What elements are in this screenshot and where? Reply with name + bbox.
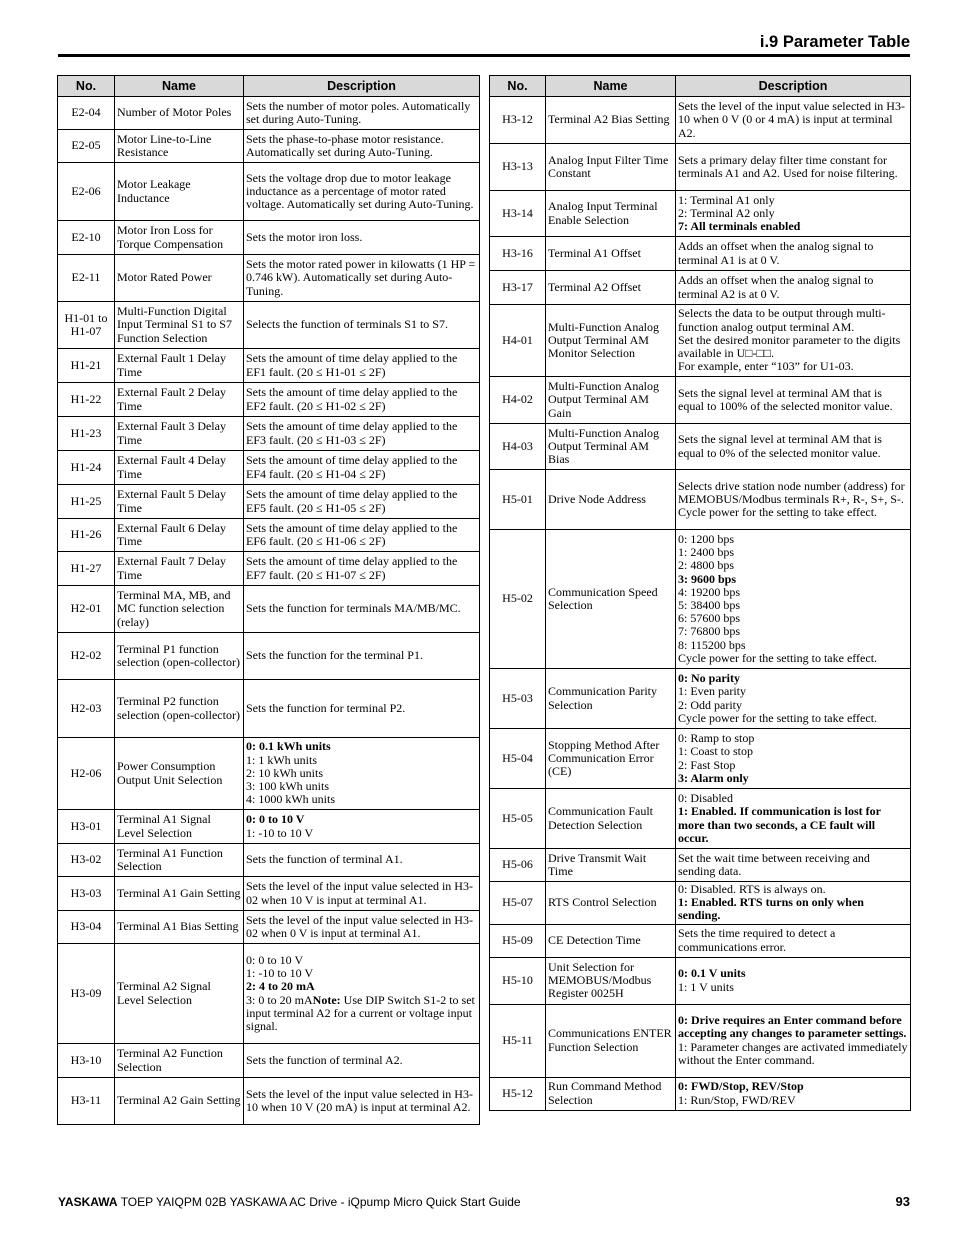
description-line: 1: Coast to stop: [678, 744, 754, 759]
parameter-name: External Fault 5 Delay Time: [115, 485, 244, 519]
description-line: 0: Ramp to stop: [678, 731, 755, 746]
parameter-number: E2-06: [58, 163, 115, 221]
table-row: [490, 237, 911, 271]
description-line: Sets the level of the input value selected in H3-10 when 0 V (0 or 4 mA) is input at terminal A2.: [678, 99, 905, 140]
table-row: [490, 669, 911, 729]
parameter-name: Multi-Function Digital Input Terminal S1 to S7 Function Selection: [115, 302, 244, 349]
parameter-number: H2-06: [58, 738, 115, 810]
description-line: Sets the amount of time delay applied to the EF7 fault. (20 ≤ H1-07 ≤ 2F): [246, 554, 458, 582]
table-row: [58, 383, 480, 417]
description-line: Sets the function for the terminal P1.: [246, 648, 423, 663]
parameter-description: [244, 383, 480, 417]
parameter-description: [676, 789, 911, 849]
parameter-number: H5-03: [490, 669, 546, 729]
table-row: [58, 1078, 480, 1125]
description-line: Selects drive station node number (address) for MEMOBUS/Modbus terminals R+, R-, S+, S-. Cycle power for the setting to take effect.: [678, 478, 905, 520]
footer-document-title: TOEP YAIQPM 02B YASKAWA AC Drive - iQpump Micro Quick Start Guide: [117, 1195, 521, 1209]
table-row: [490, 1004, 911, 1077]
table-row: [58, 810, 480, 844]
description-line: Adds an offset when the analog signal to terminal A1 is at 0 V.: [678, 239, 874, 267]
description-line: 7: All terminals enabled: [678, 219, 801, 234]
parameter-name: Communication Speed Selection: [546, 530, 676, 669]
column-header-name: Name: [546, 76, 676, 97]
parameter-number: H3-09: [58, 944, 115, 1044]
parameter-number: H5-02: [490, 530, 546, 669]
description-line: Sets the time required to detect a communications error.: [678, 926, 836, 954]
parameter-number: H1-01 to H1-07: [58, 302, 115, 349]
table-row: [490, 377, 911, 424]
description-line: Sets the phase-to-phase motor resistance. Automatically set during Auto-Tuning.: [246, 131, 444, 159]
table-row: [58, 163, 480, 221]
parameter-name: Terminal A1 Offset: [546, 237, 676, 271]
parameter-description: [676, 237, 911, 271]
table-row: [490, 530, 911, 669]
table-row: [490, 789, 911, 849]
table-row: [58, 451, 480, 485]
parameter-number: H5-12: [490, 1077, 546, 1110]
parameter-name: External Fault 3 Delay Time: [115, 417, 244, 451]
parameter-description: [676, 305, 911, 377]
parameter-number: H2-03: [58, 680, 115, 738]
description-line: 0: Disabled: [678, 791, 733, 806]
table-row: [58, 633, 480, 680]
parameter-number: H1-23: [58, 417, 115, 451]
description-line: For example, enter “103” for U1-03.: [678, 359, 854, 374]
table-row: [490, 729, 911, 789]
parameter-name: Analog Input Filter Time Constant: [546, 144, 676, 191]
description-line: 2: Odd parity: [678, 697, 742, 712]
description-line: 3: 0 to 20 mA: [246, 992, 313, 1007]
table-row: [490, 849, 911, 882]
parameter-number: H2-02: [58, 633, 115, 680]
parameter-name: Stopping Method After Communication Error (CE): [546, 729, 676, 789]
table-row: [58, 519, 480, 552]
description-line: Sets the amount of time delay applied to the EF1 fault. (20 ≤ H1-01 ≤ 2F): [246, 351, 458, 379]
parameter-number: H1-22: [58, 383, 115, 417]
description-line: Sets the function of terminal A1.: [246, 852, 403, 867]
description-line: 0: FWD/Stop, REV/Stop: [678, 1079, 804, 1094]
description-line: 1: Enabled. If communication is lost for more than two seconds, a CE fault will occur.: [678, 804, 881, 845]
parameter-description: [244, 877, 480, 911]
description-line: Sets the voltage drop due to motor leakage inductance as a percentage of motor rated voltage. Automatically set during Auto-Tuning.: [246, 170, 474, 212]
header-rule: [58, 54, 910, 57]
description-line: Cycle power for the setting to take effect.: [678, 650, 878, 665]
description-line: Set the wait time between receiving and sending data.: [678, 850, 870, 878]
parameter-description: [244, 130, 480, 163]
parameter-description: [676, 191, 911, 237]
column-header-no: No.: [58, 76, 115, 97]
description-line: 0: No parity: [678, 671, 740, 686]
parameter-description: [676, 271, 911, 305]
parameter-number: H5-11: [490, 1004, 546, 1077]
parameter-description: [676, 1077, 911, 1110]
table-row: [490, 271, 911, 305]
parameter-description: [244, 485, 480, 519]
description-line: 1: -10 to 10 V: [246, 825, 314, 840]
parameter-description: [676, 377, 911, 424]
parameter-description: [676, 97, 911, 144]
parameter-name: Motor Rated Power: [115, 255, 244, 302]
description-line: Sets the motor rated power in kilowatts (1 HP = 0.746 kW). Automatically set during Auto-Tuning.: [246, 257, 476, 298]
description-line: 0: 0.1 V units: [678, 966, 746, 981]
description-line: 2: 10 kWh units: [246, 765, 323, 780]
parameter-name: Multi-Function Analog Output Terminal AM Bias: [546, 424, 676, 470]
parameter-number: H1-26: [58, 519, 115, 552]
table-row: [58, 586, 480, 633]
description-line: 3: 100 kWh units: [246, 779, 329, 794]
parameter-name: Communication Fault Detection Selection: [546, 789, 676, 849]
parameter-rows-left: [58, 97, 480, 1125]
table-row: [490, 305, 911, 377]
parameter-description: [244, 844, 480, 877]
parameter-name: Terminal A2 Bias Setting: [546, 97, 676, 144]
parameter-name: Motor Iron Loss for Torque Compensation: [115, 221, 244, 255]
parameter-name: Communication Parity Selection: [546, 669, 676, 729]
description-line: Sets the number of motor poles. Automatically set during Auto-Tuning.: [246, 98, 471, 126]
description-line: Sets the signal level at terminal AM that is equal to 100% of the selected monitor value.: [678, 385, 893, 413]
table-row: [490, 882, 911, 925]
column-header-name: Name: [115, 76, 244, 97]
parameter-description: [676, 882, 911, 925]
parameter-description: [676, 924, 911, 957]
parameter-description: [244, 255, 480, 302]
parameter-name: Drive Node Address: [546, 470, 676, 530]
parameter-number: E2-04: [58, 97, 115, 130]
description-line: Selects the data to be output through multi-function analog output terminal AM.: [678, 306, 886, 334]
parameter-number: H4-03: [490, 424, 546, 470]
parameter-name: Terminal A1 Gain Setting: [115, 877, 244, 911]
parameter-description: [676, 729, 911, 789]
description-line: 4: 19200 bps: [678, 584, 741, 599]
parameter-number: H3-12: [490, 97, 546, 144]
description-line: Sets the amount of time delay applied to the EF3 fault. (20 ≤ H1-03 ≤ 2F): [246, 419, 458, 447]
parameter-number: H3-16: [490, 237, 546, 271]
parameter-number: H3-01: [58, 810, 115, 844]
table-row: [490, 424, 911, 470]
parameter-name: Terminal A1 Signal Level Selection: [115, 810, 244, 844]
parameter-name: Power Consumption Output Unit Selection: [115, 738, 244, 810]
table-row: [490, 924, 911, 957]
table-row: [58, 944, 480, 1044]
parameter-description: [676, 669, 911, 729]
description-line: 0: 1200 bps: [678, 531, 735, 546]
parameter-description: [676, 424, 911, 470]
description-line: Selects the function of terminals S1 to S7.: [246, 317, 448, 332]
description-line: 8: 115200 bps: [678, 637, 746, 652]
description-line: Sets the function for terminal P2.: [246, 700, 406, 715]
description-line: Adds an offset when the analog signal to terminal A2 is at 0 V.: [678, 273, 874, 301]
parameter-name: Motor Line-to-Line Resistance: [115, 130, 244, 163]
table-row: [58, 221, 480, 255]
parameter-name: External Fault 1 Delay Time: [115, 349, 244, 383]
parameter-description: [244, 221, 480, 255]
parameter-number: H5-05: [490, 789, 546, 849]
parameter-name: Terminal A2 Signal Level Selection: [115, 944, 244, 1044]
description-line: Sets the amount of time delay applied to the EF5 fault. (20 ≤ H1-05 ≤ 2F): [246, 487, 458, 515]
table-row: [58, 97, 480, 130]
description-line: 0: 0.1 kWh units: [246, 739, 331, 754]
description-line: 5: 38400 bps: [678, 598, 741, 612]
description-line: Sets the motor iron loss.: [246, 229, 363, 244]
table-row: [58, 302, 480, 349]
parameter-description: [244, 349, 480, 383]
parameter-description: [676, 530, 911, 669]
description-line: 1: Even parity: [678, 684, 746, 699]
table-row: [58, 349, 480, 383]
parameter-name: Terminal P2 function selection (open-collector): [115, 680, 244, 738]
parameter-name: Drive Transmit Wait Time: [546, 849, 676, 882]
section-title: i.9 Parameter Table: [759, 33, 910, 51]
parameter-number: H1-25: [58, 485, 115, 519]
description-line: 1: 2400 bps: [678, 545, 735, 560]
parameter-name: Terminal A2 Offset: [546, 271, 676, 305]
parameter-name: Motor Leakage Inductance: [115, 163, 244, 221]
parameter-name: Terminal A2 Function Selection: [115, 1044, 244, 1078]
parameter-number: H5-06: [490, 849, 546, 882]
parameter-name: Terminal P1 function selection (open-collector): [115, 633, 244, 680]
parameter-name: Communications ENTER Function Selection: [546, 1004, 676, 1077]
description-line: Sets the function of terminal A2.: [246, 1052, 403, 1067]
parameter-name: External Fault 6 Delay Time: [115, 519, 244, 552]
parameter-number: H5-10: [490, 957, 546, 1004]
page-footer: [58, 1195, 521, 1209]
parameter-number: H3-03: [58, 877, 115, 911]
parameter-number: H3-10: [58, 1044, 115, 1078]
parameter-description: [676, 144, 911, 191]
parameter-name: Terminal A1 Function Selection: [115, 844, 244, 877]
parameter-number: H2-01: [58, 586, 115, 633]
description-line: Use DIP Switch S1-2 to set input terminal A2 for a current or voltage input signal.: [246, 992, 475, 1033]
description-line: 1: Enabled. RTS turns on only when sending.: [678, 895, 864, 923]
table-row: [490, 97, 911, 144]
description-line: Sets the signal level at terminal AM that is equal to 0% of the selected monitor value.: [678, 432, 882, 460]
description-line: Sets the amount of time delay applied to the EF2 fault. (20 ≤ H1-02 ≤ 2F): [246, 385, 458, 413]
parameter-table-left: [57, 75, 480, 1125]
parameter-description: [244, 738, 480, 810]
description-line: Set the desired monitor parameter to the digits available in U□-□□.: [678, 332, 901, 361]
parameter-description: [244, 519, 480, 552]
table-row: [58, 1044, 480, 1078]
table-row: [58, 680, 480, 738]
description-line: 7: 76800 bps: [678, 624, 741, 639]
table-row: [490, 1077, 911, 1110]
description-line: 2: 4 to 20 mA: [246, 979, 315, 994]
parameter-description: [676, 1004, 911, 1077]
description-line: Sets the amount of time delay applied to the EF4 fault. (20 ≤ H1-04 ≤ 2F): [246, 453, 458, 481]
description-line: 0: 0 to 10 V: [246, 952, 304, 967]
parameter-name: Unit Selection for MEMOBUS/Modbus Register 0025H: [546, 957, 676, 1004]
parameter-number: E2-11: [58, 255, 115, 302]
parameter-name: CE Detection Time: [546, 924, 676, 957]
parameter-description: [244, 586, 480, 633]
parameter-description: [676, 470, 911, 530]
table-row: [58, 552, 480, 586]
description-line: Sets a primary delay filter time constant for terminals A1 and A2. Used for noise filtering.: [678, 152, 898, 180]
parameter-description: [244, 451, 480, 485]
table-row: [490, 144, 911, 191]
parameter-description: [244, 680, 480, 738]
parameter-table-right: [489, 75, 911, 1111]
column-header-description: Description: [244, 76, 480, 97]
description-line: 1: -10 to 10 V: [246, 966, 314, 981]
parameter-number: H3-02: [58, 844, 115, 877]
table-row: [58, 255, 480, 302]
description-line: 1: Run/Stop, FWD/REV: [678, 1092, 796, 1107]
parameter-number: H4-02: [490, 377, 546, 424]
table-row: [58, 738, 480, 810]
parameter-name: Multi-Function Analog Output Terminal AM Gain: [546, 377, 676, 424]
description-line: 1: Parameter changes are activated immediately without the Enter command.: [678, 1039, 908, 1067]
table-row: [58, 844, 480, 877]
description-line: 2: 4800 bps: [678, 558, 735, 573]
parameter-name: Run Command Method Selection: [546, 1077, 676, 1110]
parameter-number: H3-17: [490, 271, 546, 305]
parameter-name: External Fault 2 Delay Time: [115, 383, 244, 417]
parameter-number: H3-13: [490, 144, 546, 191]
parameter-number: H3-04: [58, 911, 115, 944]
parameter-name: External Fault 4 Delay Time: [115, 451, 244, 485]
parameter-name: RTS Control Selection: [546, 882, 676, 925]
description-line: 6: 57600 bps: [678, 611, 741, 626]
parameter-number: H1-24: [58, 451, 115, 485]
description-line: 2: Terminal A2 only: [678, 205, 775, 220]
description-line: Note:: [312, 992, 341, 1007]
parameter-description: [676, 957, 911, 1004]
parameter-description: [244, 552, 480, 586]
parameter-name: Analog Input Terminal Enable Selection: [546, 191, 676, 237]
parameter-number: H5-04: [490, 729, 546, 789]
parameter-description: [676, 849, 911, 882]
parameter-number: H4-01: [490, 305, 546, 377]
description-line: 0: 0 to 10 V: [246, 812, 305, 827]
parameter-name: Terminal MA, MB, and MC function selection (relay): [115, 586, 244, 633]
description-line: Sets the level of the input value selected in H3-02 when 0 V is input at terminal A1.: [246, 912, 473, 940]
description-line: 2: Fast Stop: [678, 757, 736, 772]
parameter-name: External Fault 7 Delay Time: [115, 552, 244, 586]
parameter-description: [244, 97, 480, 130]
parameter-name: Number of Motor Poles: [115, 97, 244, 130]
parameter-number: H5-09: [490, 924, 546, 957]
parameter-number: H1-21: [58, 349, 115, 383]
column-header-no: No.: [490, 76, 546, 97]
page-number: 93: [895, 1194, 910, 1209]
column-header-description: Description: [676, 76, 911, 97]
parameter-name: Terminal A2 Gain Setting: [115, 1078, 244, 1125]
parameter-description: [244, 633, 480, 680]
parameter-number: H5-01: [490, 470, 546, 530]
description-line: Sets the function for terminals MA/MB/MC.: [246, 601, 461, 616]
parameter-description: [244, 417, 480, 451]
table-row: [58, 877, 480, 911]
table-row: [58, 417, 480, 451]
parameter-number: H3-14: [490, 191, 546, 237]
description-line: Sets the amount of time delay applied to the EF6 fault. (20 ≤ H1-06 ≤ 2F): [246, 520, 458, 548]
parameter-description: [244, 163, 480, 221]
parameter-number: E2-10: [58, 221, 115, 255]
parameter-number: E2-05: [58, 130, 115, 163]
description-line: Sets the level of the input value selected in H3-02 when 10 V is input at terminal A1.: [246, 879, 473, 907]
table-row: [490, 957, 911, 1004]
table-row: [58, 485, 480, 519]
description-line: 0: Disabled. RTS is always on.: [678, 882, 826, 896]
parameter-number: H5-07: [490, 882, 546, 925]
description-line: 1: 1 kWh units: [246, 752, 317, 767]
description-line: 1: 1 V units: [678, 979, 734, 994]
description-line: Sets the level of the input value selected in H3-10 when 10 V (20 mA) is input at terminal A2.: [246, 1086, 473, 1114]
parameter-number: H3-11: [58, 1078, 115, 1125]
parameter-name: Terminal A1 Bias Setting: [115, 911, 244, 944]
footer-brand: YASKAWA: [58, 1195, 118, 1209]
parameter-description: [244, 944, 480, 1044]
description-line: 1: Terminal A1 only: [678, 192, 775, 207]
parameter-rows-right: [490, 97, 911, 1111]
description-line: 3: Alarm only: [678, 770, 749, 785]
description-line: 3: 9600 bps: [678, 571, 737, 586]
parameter-number: H1-27: [58, 552, 115, 586]
description-line: 4: 1000 kWh units: [246, 792, 335, 807]
table-row: [58, 130, 480, 163]
parameter-description: [244, 1078, 480, 1125]
table-row: [490, 470, 911, 530]
parameter-description: [244, 911, 480, 944]
parameter-name: Multi-Function Analog Output Terminal AM Monitor Selection: [546, 305, 676, 377]
parameter-description: [244, 1044, 480, 1078]
table-row: [58, 911, 480, 944]
description-line: 0: Drive requires an Enter command before accepting any changes to parameter settings.: [678, 1013, 907, 1041]
parameter-description: [244, 810, 480, 844]
parameter-description: [244, 302, 480, 349]
table-row: [490, 191, 911, 237]
description-line: Cycle power for the setting to take effect.: [678, 710, 878, 725]
